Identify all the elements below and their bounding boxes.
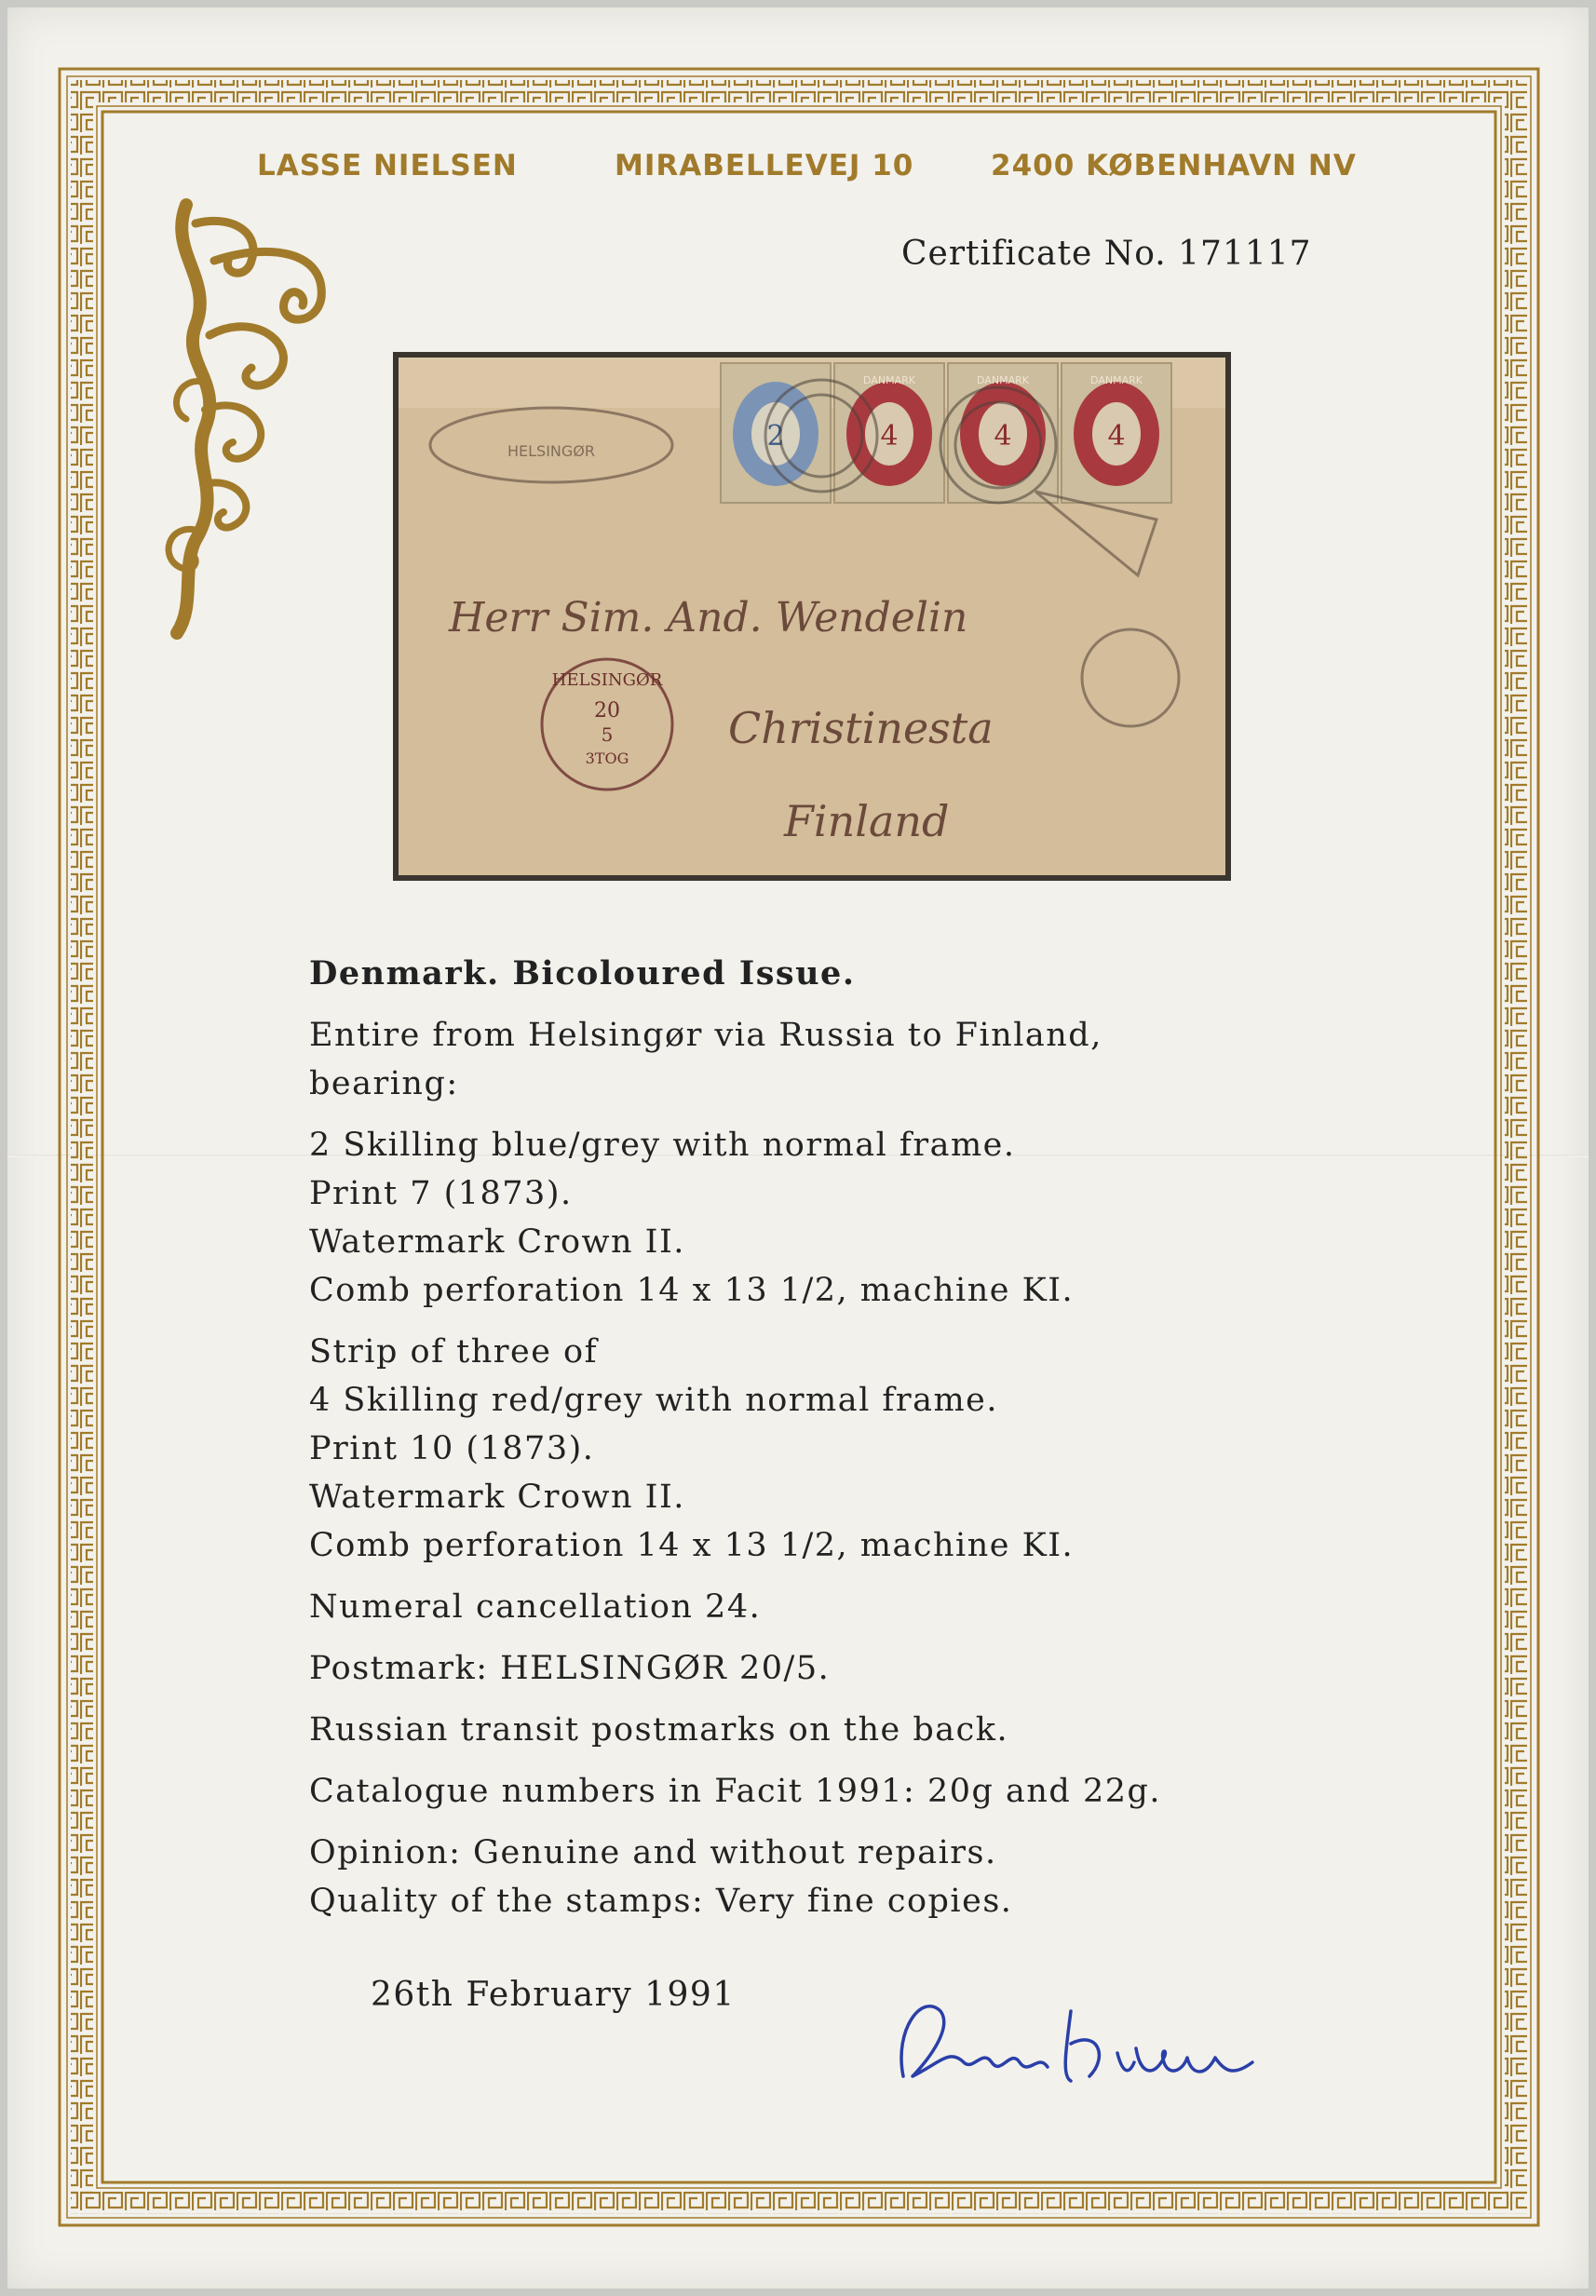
header-street: MIRABELLEVEJ 10 <box>615 149 914 182</box>
text-line: Watermark Crown II. <box>309 1479 685 1516</box>
certificate-number: 171117 <box>1178 235 1312 273</box>
stamp-value-2: 4 <box>994 420 1012 452</box>
stamp-country-2: DANMARK <box>977 374 1029 386</box>
gold-scroll-ornament <box>158 196 345 642</box>
sender-oval-text: HELSINGØR <box>507 442 596 460</box>
text-line: Quality of the stamps: Very fine copies. <box>309 1883 1013 1920</box>
certificate-text <box>309 950 1333 1925</box>
stamp-2-skilling <box>721 363 831 503</box>
text-line: Print 10 (1873). <box>309 1430 595 1467</box>
certificate-date: 26th February 1991 <box>371 1976 736 2014</box>
address-line-3: Finland <box>784 796 950 846</box>
postmark-time: 3TOG <box>585 750 629 767</box>
postmark-day: 20 <box>594 699 620 723</box>
group-2-skilling <box>309 1121 1333 1315</box>
header-name: LASSE NIELSEN <box>257 149 518 182</box>
text-line: Comb perforation 14 x 13 1/2, machine KI. <box>309 1272 1075 1309</box>
address-line-1: Herr Sim. And. Wendelin <box>449 594 968 642</box>
postmark-month: 5 <box>601 723 614 746</box>
text-line: Comb perforation 14 x 13 1/2, machine KI. <box>309 1527 1075 1564</box>
address-line-2: Christinesta <box>728 703 994 753</box>
stamp-value-3: 4 <box>1107 420 1126 452</box>
stamp-country-1: DANMARK <box>863 374 915 386</box>
text-line: Numeral cancellation 24. <box>309 1588 762 1626</box>
text-line: 2 Skilling blue/grey with normal frame. <box>309 1127 1016 1164</box>
text-line: bearing: <box>309 1065 459 1102</box>
text-line: Opinion: Genuine and without repairs. <box>309 1834 997 1871</box>
text-line: Catalogue numbers in Facit 1991: 20g and 22g. <box>309 1773 1162 1810</box>
signature <box>885 1974 1276 2114</box>
stamp-value-0: 2 <box>766 420 785 452</box>
certificate-number-line <box>901 235 1312 273</box>
text-line: Print 7 (1873). <box>309 1175 573 1212</box>
text-line: Watermark Crown II. <box>309 1223 685 1261</box>
cover-photo <box>393 352 1231 881</box>
text-line: Postmark: HELSINGØR 20/5. <box>309 1650 831 1687</box>
stamp-4-skilling-3 <box>1062 363 1171 503</box>
certificate-label: Certificate No. <box>901 235 1167 273</box>
stamp-country-3: DANMARK <box>1090 374 1143 386</box>
text-line: 4 Skilling red/grey with normal frame. <box>309 1382 998 1419</box>
certificate-title: Denmark. Bicoloured Issue. <box>309 954 856 993</box>
postmark-town: HELSINGØR <box>551 670 663 690</box>
text-line: Russian transit postmarks on the back. <box>309 1711 1009 1749</box>
text-line: Strip of three of <box>309 1333 599 1371</box>
stamp-value-1: 4 <box>880 420 899 452</box>
group-4-skilling <box>309 1328 1333 1570</box>
header-city: 2400 KØBENHAVN NV <box>991 149 1357 182</box>
group-description <box>309 1011 1333 1108</box>
text-line: Entire from Helsingør via Russia to Finland, <box>309 1017 1102 1054</box>
